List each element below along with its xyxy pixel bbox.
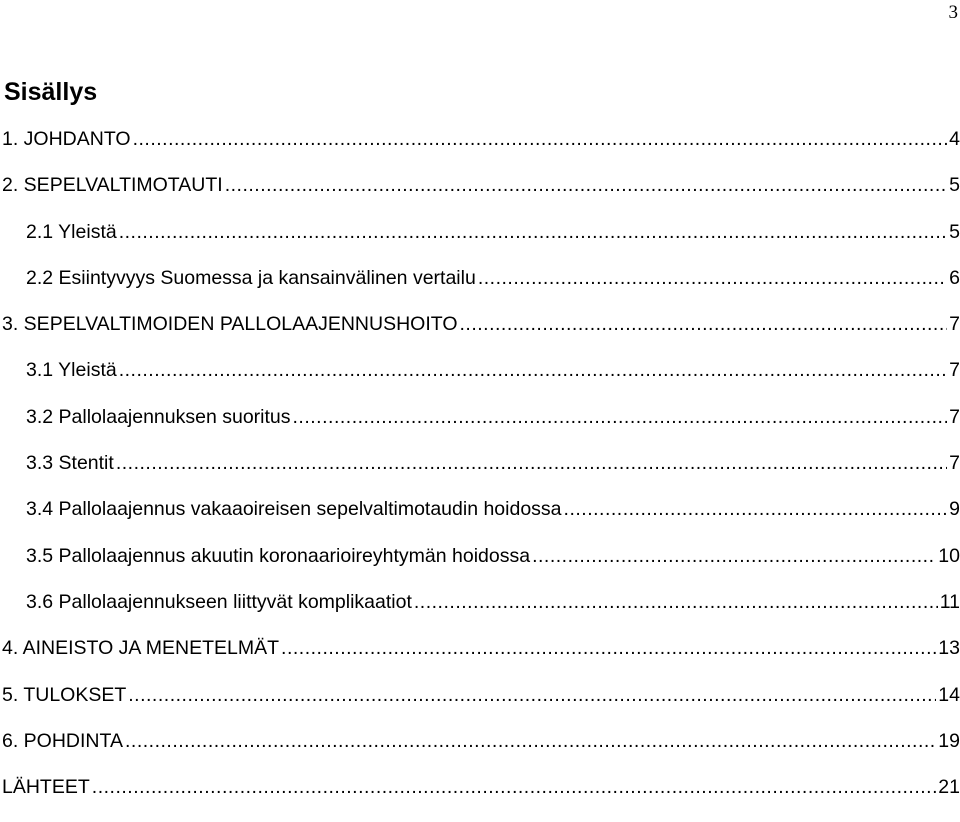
toc-entry-3-2-suoritus[interactable] (2, 406, 960, 452)
toc-entry-label: 4. AINEISTO JA MENETELMÄT (2, 637, 280, 660)
toc-entry-page: 19 (938, 729, 960, 752)
toc-entry-page: 5 (949, 220, 960, 243)
toc-entry-tulokset[interactable] (2, 684, 960, 730)
dot-leader (281, 637, 936, 660)
dot-leader (532, 545, 936, 568)
page-number: 3 (948, 2, 958, 23)
dot-leader (293, 406, 948, 429)
toc-entry-sepelvaltimotauti[interactable] (2, 174, 960, 220)
toc-entry-label: 3.1 Yleistä (26, 359, 117, 382)
toc-entry-page: 7 (949, 313, 960, 336)
toc-entry-3-6-komplikaatiot[interactable] (2, 591, 960, 637)
toc-entry-page: 9 (949, 498, 960, 521)
toc-entry-2-2-esiintyvyys[interactable] (2, 267, 960, 313)
dot-leader (225, 174, 947, 197)
dot-leader (92, 776, 937, 799)
toc-entry-label: 3.2 Pallolaajennuksen suoritus (26, 405, 291, 428)
toc-entry-label: 3.5 Pallolaajennus akuutin koronaarioireyhtymän hoidossa (26, 544, 531, 567)
toc-entry-label: 2.1 Yleistä (26, 220, 117, 243)
toc-entry-page: 5 (949, 174, 960, 197)
toc-entry-lahteet[interactable] (2, 776, 960, 822)
dot-leader (128, 684, 936, 707)
table-of-contents (2, 128, 960, 822)
toc-entry-3-5-akuutti[interactable] (2, 545, 960, 591)
dot-leader (564, 498, 948, 521)
toc-entry-page: 21 (938, 776, 960, 799)
toc-entry-page: 13 (938, 637, 960, 660)
toc-entry-3-4-vakaaoireinen[interactable] (2, 498, 960, 544)
toc-entry-label: LÄHTEET (2, 776, 90, 799)
toc-entry-label: 2. SEPELVALTIMOTAUTI (2, 174, 223, 197)
toc-entry-page: 6 (949, 266, 960, 289)
dot-leader (125, 730, 936, 753)
toc-entry-page: 7 (949, 359, 960, 382)
toc-entry-label: 3.3 Stentit (26, 452, 114, 475)
toc-entry-page: 10 (938, 544, 960, 567)
dot-leader (116, 452, 947, 475)
toc-entry-2-1-yleista[interactable] (2, 221, 960, 267)
toc-entry-page: 11 (939, 590, 960, 613)
toc-entry-aineisto-ja-menetelmat[interactable] (2, 637, 960, 683)
toc-entry-label: 3.6 Pallolaajennukseen liittyvät komplikaatiot (26, 590, 412, 613)
dot-leader (460, 313, 948, 336)
dot-leader (119, 221, 947, 244)
toc-entry-page: 7 (949, 452, 960, 475)
dot-leader (119, 359, 947, 382)
dot-leader (133, 128, 948, 151)
toc-entry-label: 1. JOHDANTO (2, 128, 131, 150)
toc-entry-label: 3. SEPELVALTIMOIDEN PALLOLAAJENNUSHOITO (2, 313, 458, 336)
toc-entry-label: 3.4 Pallolaajennus vakaaoireisen sepelvaltimotaudin hoidossa (26, 498, 562, 521)
toc-entry-3-3-stentit[interactable] (2, 452, 960, 498)
toc-entry-page: 7 (949, 405, 960, 428)
toc-entry-label: 5. TULOKSET (2, 683, 127, 706)
toc-entry-label: 2.2 Esiintyvyys Suomessa ja kansainvälinen vertailu (26, 266, 476, 289)
toc-entry-pohdinta[interactable] (2, 730, 960, 776)
toc-entry-label: 6. POHDINTA (2, 729, 123, 752)
dot-leader (414, 591, 938, 614)
toc-entry-page: 4 (949, 128, 960, 150)
toc-entry-pallolaajennushoito[interactable] (2, 313, 960, 359)
toc-entry-page: 14 (938, 683, 960, 706)
dot-leader (478, 267, 947, 290)
toc-entry-3-1-yleista[interactable] (2, 359, 960, 405)
toc-title: Sisällys (4, 78, 98, 106)
toc-entry-johdanto[interactable] (2, 128, 960, 174)
